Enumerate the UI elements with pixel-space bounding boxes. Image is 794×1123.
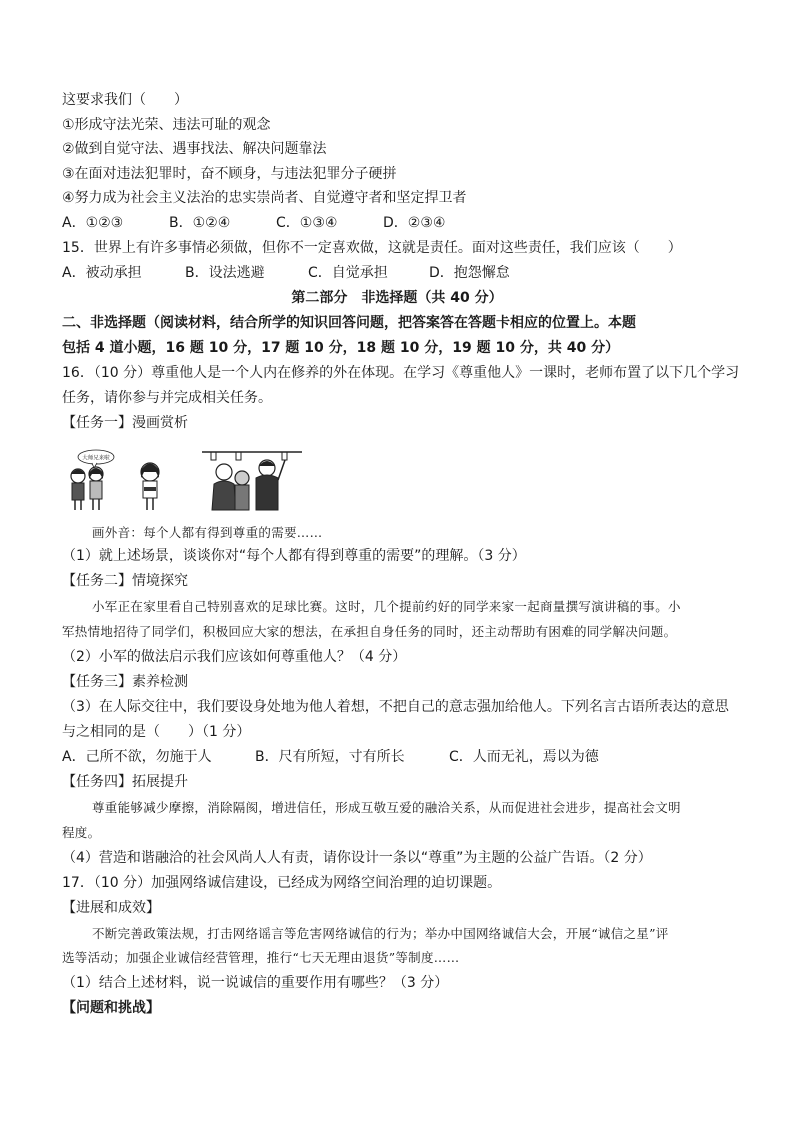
q14-stem: 这要求我们（ ） [62, 92, 188, 108]
q17-section2-heading: 【问题和挑战】 [62, 1000, 160, 1016]
q16-material4-line1: 尊重能够减少摩擦，消除隔阂，增进信任，形成互敬互爱的融洽关系，从而促进社会进步，提高社会文明 [92, 800, 681, 815]
q16-sub3-options [62, 748, 599, 766]
q14-option-d: D．②③④ [383, 215, 446, 231]
q16-sub4: （4）营造和谐融洽的社会风尚人人有责，请你设计一条以“尊重”为主题的公益广告语。（2 分） [62, 850, 652, 866]
q14-item-3: ③在面对违法犯罪时，奋不顾身，与违法犯罪分子硬拼 [62, 166, 397, 182]
part2-title: 第二部分 非选择题（共 40 分） [291, 290, 503, 306]
bus-scene [202, 452, 302, 510]
q16-task3-heading: 【任务三】素养检测 [62, 674, 188, 690]
q17-section1-heading: 【进展和成效】 [62, 900, 160, 916]
q14-option-b: B．①②④ [169, 215, 231, 231]
speech-bubble [78, 450, 114, 468]
q16-sub1: （1）就上述场景，谈谈你对“每个人都有得到尊重的需要”的理解。（3 分） [62, 548, 526, 564]
q16-task4-heading: 【任务四】拓展提升 [62, 774, 188, 790]
q17-stem: 17．（10 分）加强网络诚信建设，已经成为网络空间治理的迫切课题。 [62, 875, 502, 891]
q17-sub1: （1）结合上述材料，说一说诚信的重要作用有哪些？（3 分） [62, 975, 449, 991]
comic-illustration [64, 448, 304, 514]
girl-figure [141, 463, 159, 510]
q14-item-2: ②做到自觉守法、遇事找法、解决问题靠法 [62, 141, 327, 157]
q16-sub3-line2: 与之相同的是（ ）（1 分） [62, 724, 251, 740]
q14-option-a: A．①②③ [62, 215, 124, 231]
q14-option-c: C．①③④ [276, 215, 338, 231]
q16-stem-line2: 任务，请你参与并完成相关任务。 [62, 390, 272, 406]
q16-task2-heading: 【任务二】情境探究 [62, 573, 188, 589]
q16-task1-heading: 【任务一】漫画赏析 [62, 415, 188, 431]
q16-material4-line2: 程度。 [62, 825, 101, 840]
q17-material-line1: 不断完善政策法规，打击网络谣言等危害网络诚信的行为；举办中国网络诚信大会，开展“诚信之星”评 [92, 926, 669, 941]
q16-sub2: （2）小军的做法启示我们应该如何尊重他人？（4 分） [62, 649, 407, 665]
q16-sub3-option-b: B．尺有所短，寸有所长 [255, 749, 405, 765]
q16-material2-line1: 小军正在家里看自己特别喜欢的足球比赛。这时，几个提前约好的同学来家一起商量撰写演讲稿的事。小 [92, 599, 681, 614]
q15-option-b: B．设法逃避 [185, 265, 265, 281]
q15-option-d: D．抱怨懈怠 [429, 265, 510, 281]
q16-material2-line2: 军热情地招待了同学们，积极回应大家的想法，在承担自身任务的同时，还主动帮助有困难的同学解决问题。 [62, 624, 677, 639]
q15-options [62, 264, 510, 282]
part2-instructions-line1: 二、非选择题（阅读材料，结合所学的知识回答问题，把答案答在答题卡相应的位置上。本题 [62, 315, 636, 331]
q14-options [62, 214, 445, 232]
kids-figure [71, 467, 103, 510]
q15-stem: 15．世界上有许多事情必须做，但你不一定喜欢做，这就是责任。面对这些责任，我们应该（ ） [62, 240, 682, 256]
q16-sub3-line1: （3）在人际交往中，我们要设身处地为他人着想，不把自己的意志强加给他人。下列名言古语所表达的意思 [62, 699, 729, 715]
q16-sub3-option-c: C．人而无礼，焉以为德 [449, 749, 599, 765]
q16-sub3-option-a: A．己所不欲，勿施于人 [62, 749, 212, 765]
speech-bubble-text: 大师兄来啦 [82, 455, 110, 462]
q15-option-c: C．自觉承担 [308, 265, 388, 281]
q16-stem-line1: 16．（10 分）尊重他人是一个人内在修养的外在体现。在学习《尊重他人》一课时，老师布置了以下几个学习 [62, 365, 740, 381]
q15-option-a: A．被动承担 [62, 265, 142, 281]
part2-instructions-line2: 包括 4 道小题，16 题 10 分，17 题 10 分，18 题 10 分，19 题 10 分，共 40 分） [62, 340, 620, 356]
comic-voiceover: 画外音：每个人都有得到尊重的需要…… [92, 525, 323, 540]
q14-item-1: ①形成守法光荣、违法可耻的观念 [62, 117, 271, 133]
q17-material-line2: 选等活动；加强企业诚信经营管理，推行“七天无理由退货”等制度…… [62, 950, 460, 965]
q14-item-4: ④努力成为社会主义法治的忠实崇尚者、自觉遵守者和坚定捍卫者 [62, 190, 467, 206]
